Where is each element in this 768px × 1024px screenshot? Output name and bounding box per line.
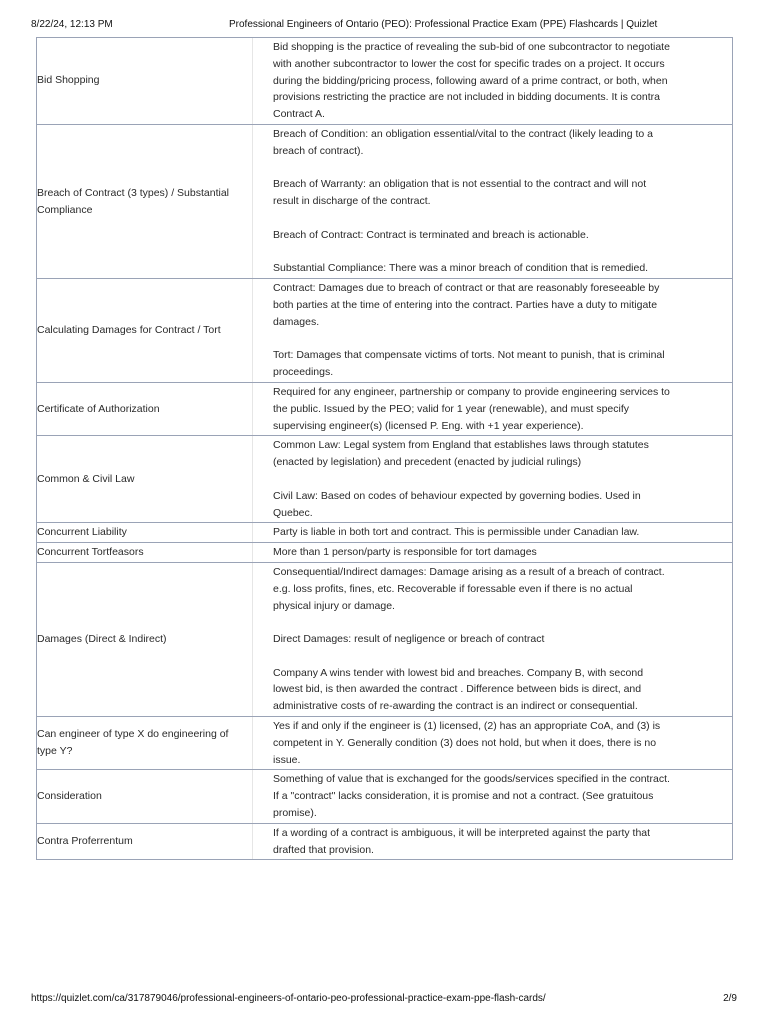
flashcard-row xyxy=(37,542,732,562)
page-url[interactable]: https://quizlet.com/ca/317879046/professional-engineers-of-ontario-peo-professional-practice-exam-ppe-flash-cards/ xyxy=(31,993,546,1004)
definition-paragraph: Breach of Contract: Contract is terminated and breach is actionable. xyxy=(273,228,589,241)
definition-paragraph: Company A wins tender with lowest bid and breaches. Company B, with second lowest bid, is then awarded the contract . Difference between bids is direct, and administrative costs of re-awarding the contract is an indirect or consequential. xyxy=(273,666,644,713)
flashcard-term: Certificate of Authorization xyxy=(37,383,253,435)
print-header xyxy=(31,19,737,33)
flashcard-definition xyxy=(253,383,732,435)
flashcard-definition xyxy=(253,770,732,822)
print-datetime: 8/22/24, 12:13 PM xyxy=(31,19,113,30)
flashcard-row xyxy=(37,769,732,822)
definition-paragraph: Tort: Damages that compensate victims of torts. Not meant to punish, that is criminal proceedings. xyxy=(273,349,665,379)
flashcard-definition xyxy=(253,543,732,562)
flashcard-row xyxy=(37,124,732,278)
definition-paragraph: More than 1 person/party is responsible for tort damages xyxy=(273,546,537,559)
definition-paragraph: Contract: Damages due to breach of contract or that are reasonably foreseeable by both parties at the time of entering into the contract. Parties have a duty to mitigate damages. xyxy=(273,282,660,328)
definition-paragraph: Required for any engineer, partnership or company to provide engineering services to the public. Issued by the PEO; valid for 1 year (renewable), and must specify supervising engineer(s) (licensed P. Eng. with +1 year experience). xyxy=(273,385,670,432)
document-title: Professional Engineers of Ontario (PEO): Professional Practice Exam (PPE) Flashcards | Quizlet xyxy=(229,19,658,30)
definition-paragraph: Common Law: Legal system from England that establishes laws through statutes (enacted by legislation) and precedent (enacted by judicial rulings) xyxy=(273,439,649,469)
flashcard-term: Calculating Damages for Contract / Tort xyxy=(37,279,253,382)
flashcard-term: Can engineer of type X do engineering of type Y? xyxy=(37,717,253,769)
definition-paragraph: Bid shopping is the practice of revealing the sub-bid of one subcontractor to negotiate with another subcontractor to lower the cost for specific trades on a project. It occurs during the bidding/pricing process, following award of a prime contract, or both, when provisions restricting the practice are not included in bidding documents. It is contra Contract A. xyxy=(273,41,670,121)
flashcard-definition xyxy=(253,523,732,542)
flashcard-term: Bid Shopping xyxy=(37,38,253,124)
page-number: 2/9 xyxy=(723,993,737,1004)
flashcard-term: Common & Civil Law xyxy=(37,436,253,522)
flashcard-term: Damages (Direct & Indirect) xyxy=(37,563,253,716)
definition-paragraph: Substantial Compliance: There was a minor breach of condition that is remedied. xyxy=(273,262,649,275)
definition-paragraph: Something of value that is exchanged for the goods/services specified in the contract. If a "contract" lacks consideration, it is promise and not a contract. (See gratuitous promise). xyxy=(273,773,670,820)
flashcard-table xyxy=(36,37,733,860)
print-footer xyxy=(31,993,737,1007)
flashcard-definition xyxy=(253,824,732,860)
flashcard-term: Consideration xyxy=(37,770,253,822)
flashcard-row xyxy=(37,38,732,124)
flashcard-term: Contra Proferrentum xyxy=(37,824,253,860)
definition-paragraph: Civil Law: Based on codes of behaviour expected by governing bodies. Used in Quebec. xyxy=(273,489,641,519)
definition-paragraph: Breach of Warranty: an obligation that is not essential to the contract and will not result in discharge of the contract. xyxy=(273,178,647,208)
flashcard-term: Concurrent Tortfeasors xyxy=(37,543,253,562)
flashcard-definition xyxy=(253,279,732,382)
flashcard-row xyxy=(37,823,732,860)
flashcard-definition xyxy=(253,38,732,124)
definition-paragraph: If a wording of a contract is ambiguous, it will be interpreted against the party that drafted that provision. xyxy=(273,826,651,856)
flashcard-definition xyxy=(253,563,732,716)
flashcard-term: Breach of Contract (3 types) / Substantial Compliance xyxy=(37,125,253,278)
definition-paragraph: Party is liable in both tort and contract. This is permissible under Canadian law. xyxy=(273,526,640,539)
flashcard-definition xyxy=(253,125,732,278)
definition-paragraph: Breach of Condition: an obligation essential/vital to the contract (likely leading to a breach of contract). xyxy=(273,127,653,157)
definition-paragraph: Consequential/Indirect damages: Damage arising as a result of a breach of contract. e.g. loss profits, fines, etc. Recoverable if foressable even if there is no actual physical injury or damage. xyxy=(273,565,665,612)
flashcard-row xyxy=(37,716,732,769)
flashcard-row xyxy=(37,382,732,435)
definition-paragraph: Yes if and only if the engineer is (1) licensed, (2) has an appropriate CoA, and (3) is competent in Y. Generally condition (3) does not hold, but when it does, there is no issue. xyxy=(273,720,661,766)
flashcard-definition xyxy=(253,717,732,769)
flashcard-definition xyxy=(253,436,732,522)
flashcard-row xyxy=(37,562,732,716)
flashcard-term: Concurrent Liability xyxy=(37,523,253,542)
flashcard-row xyxy=(37,435,732,522)
definition-paragraph: Direct Damages: result of negligence or breach of contract xyxy=(273,633,545,646)
flashcard-row xyxy=(37,522,732,542)
flashcard-row xyxy=(37,278,732,382)
